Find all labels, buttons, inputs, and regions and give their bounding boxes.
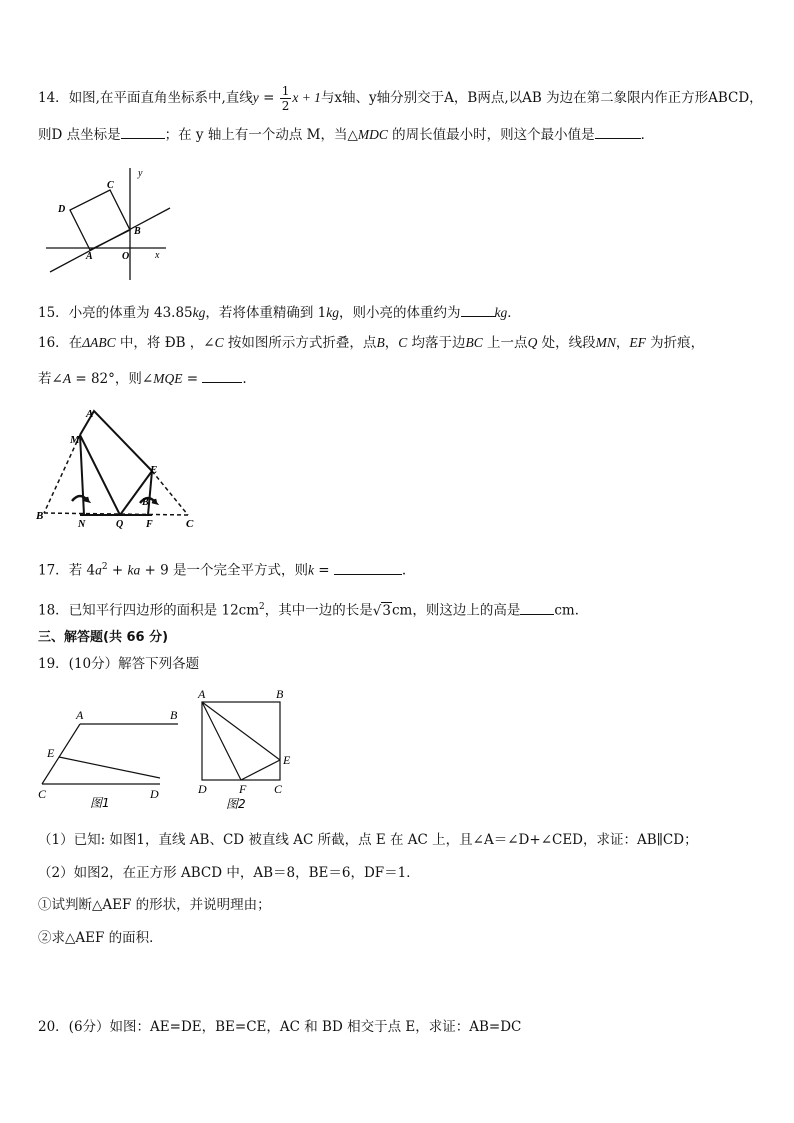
- q16-text-a: 在: [68, 335, 83, 351]
- q16-fold-mnq: [80, 435, 120, 515]
- q14-line2-c: 的周长值最小时，则这个最小值是: [387, 127, 595, 143]
- q19-fig1-label-c: C: [38, 787, 47, 801]
- q19-fig2-label-e: E: [283, 753, 291, 767]
- q19-fig2-label-a: A: [198, 687, 206, 701]
- q16-arrow-left: [72, 496, 88, 501]
- q15-text-a: 小亮的体重为 43.85: [68, 305, 193, 321]
- q14-mdc: MDC: [357, 127, 388, 142]
- q16-point-c: C: [398, 335, 408, 350]
- q14-frac-num: 1: [281, 84, 290, 98]
- q16-fold-eqf: [120, 471, 152, 515]
- q17-ka: ka: [127, 562, 141, 578]
- q16-number: 16．: [38, 335, 69, 351]
- q16-q: Q: [527, 335, 538, 350]
- q16-bc: BC: [465, 335, 483, 350]
- q19-figure-1: [34, 706, 194, 810]
- q15-blank: [461, 302, 495, 317]
- q14-eq-rest: x + 1: [292, 90, 321, 105]
- q17-sup: 2: [101, 562, 108, 572]
- q14-frac-den: 2: [281, 99, 290, 113]
- q14-line1: [38, 84, 763, 113]
- q16-text-d: ，: [384, 335, 399, 351]
- q17-blank: [334, 560, 402, 575]
- q16-label-a: A: [86, 408, 94, 420]
- q16-mn: MN: [595, 335, 616, 350]
- q19-part2-sub1: ①试判断△AEF 的形状，并说明理由；: [38, 897, 271, 913]
- q14-line2-b: ；在 y 轴上有一个动点 M，当△: [164, 127, 358, 143]
- q16-line1: [38, 333, 704, 353]
- q15-kg3: kg: [494, 305, 508, 320]
- q14-label-o: O: [122, 251, 130, 262]
- q17-text-c: + 9 是一个完全平方式，则: [140, 562, 308, 579]
- q14-eq-equals: =: [258, 90, 279, 106]
- q15-text-d: ．: [507, 305, 521, 321]
- q18-text-b: ，其中一边的长是: [264, 602, 373, 619]
- q15-line: [38, 302, 521, 323]
- q19-fig1-label-e: E: [47, 746, 55, 760]
- q14-label-a: A: [86, 251, 93, 262]
- q19-figure-2: [194, 684, 304, 814]
- q16-line2-a: 若∠: [38, 371, 63, 387]
- q17-k: k: [308, 562, 314, 578]
- q16-ef: EF: [629, 335, 646, 350]
- q18-unit: cm: [391, 602, 413, 619]
- q17-text-d: =: [314, 562, 334, 579]
- q19-fig2-line-ef: [241, 760, 280, 780]
- q15-kg2: kg: [326, 305, 340, 320]
- q14-eq-y: y: [252, 90, 259, 105]
- q16-line2-d: .: [242, 371, 247, 387]
- q19-fig2-square: [202, 702, 280, 780]
- q19-heading: 19．(10分）解答下列各题: [38, 656, 200, 672]
- q16-line2-angle-a: A: [62, 371, 72, 386]
- q16-label-q: Q: [116, 519, 124, 530]
- q15-text-c: ，则小亮的体重约为: [339, 305, 461, 321]
- q16-label-e: E: [150, 464, 158, 476]
- q16-side-a: [80, 411, 152, 471]
- q19-fig2-line-af: [202, 702, 241, 780]
- q16-label-m: M: [70, 434, 80, 446]
- q17-line: [38, 557, 406, 581]
- q16-dashed-ac: [152, 471, 188, 515]
- q18-line: [38, 597, 588, 621]
- q15-number: 15．: [38, 305, 69, 321]
- q16-text-g: 处，线段: [537, 335, 596, 351]
- q19-fig1-label-d: D: [150, 787, 159, 801]
- q16-line2: [38, 368, 247, 389]
- q16-blank: [202, 368, 242, 383]
- q17-a: a: [95, 562, 102, 578]
- q16-dashed-ab: [44, 435, 80, 513]
- q14-fraction: [280, 84, 292, 113]
- q14-blank-2: [595, 124, 641, 139]
- q16-text-i: 为折痕，: [645, 335, 705, 351]
- q19-fig2-caption: 图2: [226, 797, 246, 811]
- q16-point-b: B: [376, 335, 385, 350]
- q14-label-y: y: [138, 168, 143, 179]
- q16-label-c: C: [186, 518, 194, 530]
- q14-text-a: 如图,在平面直角坐标系中,直线: [68, 90, 253, 106]
- q19-fig1-label-b: B: [170, 708, 178, 722]
- q17-text-a: 若 4: [68, 562, 96, 579]
- q17-text-e: .: [401, 562, 407, 579]
- q14-label-x: x: [155, 250, 160, 261]
- q19-fig1-line-ed: [59, 757, 160, 778]
- q18-number: 18．: [38, 602, 69, 619]
- q16-text-c: 按如图所示方式折叠，点: [223, 335, 377, 351]
- q16-label-f: F: [146, 519, 153, 530]
- q18-text-d: cm．: [554, 602, 589, 619]
- q16-label-bprime: B: [142, 497, 149, 508]
- q16-label-b: B: [36, 510, 44, 522]
- q19-part1: （1）已知: 如图1，直线 AB、CD 被直线 AC 所截，点 E 在 AC 上，且∠A＝∠D+∠CED，求证：AB∥CD；: [38, 832, 698, 848]
- q14-blank-1: [121, 124, 165, 139]
- q16-text-f: 上一点: [482, 335, 528, 351]
- q16-mqe: MQE: [153, 371, 183, 386]
- q15-text-b: ，若将体重精确到 1: [205, 305, 327, 321]
- q15-kg1: kg: [192, 305, 206, 320]
- q20-line: 20．(6分）如图：AE=DE，BE=CE，AC 和 BD 相交于点 E，求证：AB=DC: [38, 1019, 522, 1035]
- q18-sup: 2: [259, 602, 265, 612]
- q18-blank: [520, 600, 554, 615]
- q17-text-b: +: [107, 562, 128, 579]
- q19-fig2-line-ae: [202, 702, 280, 760]
- q14-label-b: B: [134, 226, 141, 237]
- q16-text-e: 均落于边: [407, 335, 466, 351]
- q19-part2: （2）如图2，在正方形 ABCD 中，AB＝8，BE＝6，DF＝1．: [38, 865, 420, 881]
- q16-text-h: ，: [615, 335, 630, 351]
- q19-fig1-label-a: A: [76, 708, 84, 722]
- q14-line2: [38, 124, 654, 145]
- q16-label-n: N: [78, 519, 86, 530]
- q19-fig2-label-f: F: [239, 782, 247, 796]
- q18-text-c: ，则这边上的高是: [412, 602, 521, 619]
- q16-line2-c: =: [182, 371, 203, 387]
- q19-fig2-label-d: D: [198, 782, 207, 796]
- q14-number: 14．: [38, 90, 69, 106]
- q19-fig2-label-b: B: [276, 687, 284, 701]
- q17-number: 17．: [38, 562, 69, 579]
- q19-fig2-label-c: C: [274, 782, 283, 796]
- q18-text-a: 已知平行四边形的面积是 12cm: [68, 602, 260, 619]
- q14-line2-d: ．: [640, 127, 655, 143]
- q16-angle-c: C: [214, 335, 224, 350]
- q14-square-abcd: [70, 190, 130, 250]
- q14-line2-a: 则D 点坐标是: [38, 127, 121, 143]
- q14-figure: [38, 160, 178, 290]
- q14-text-b: 与x轴、y轴分别交于A，B两点,以AB 为边在第二象限内作正方形ABCD，: [320, 90, 763, 106]
- q18-radicand: 3: [382, 602, 391, 619]
- q14-label-c: C: [107, 180, 114, 191]
- q16-figure: [36, 405, 206, 530]
- q19-part2-sub2: ②求△AEF 的面积．: [38, 930, 163, 946]
- q14-label-d: D: [58, 204, 66, 215]
- q19-fig1-caption: 图1: [90, 796, 110, 810]
- q18-sqrt: √3: [372, 602, 391, 619]
- q16-text-b: 中，将 ÐB ，∠: [115, 335, 215, 351]
- q16-line2-b: = 82°，则∠: [71, 371, 154, 387]
- q16-triangle: ΔABC: [82, 335, 116, 350]
- section-3-heading: 三、解答题(共 66 分): [38, 630, 169, 645]
